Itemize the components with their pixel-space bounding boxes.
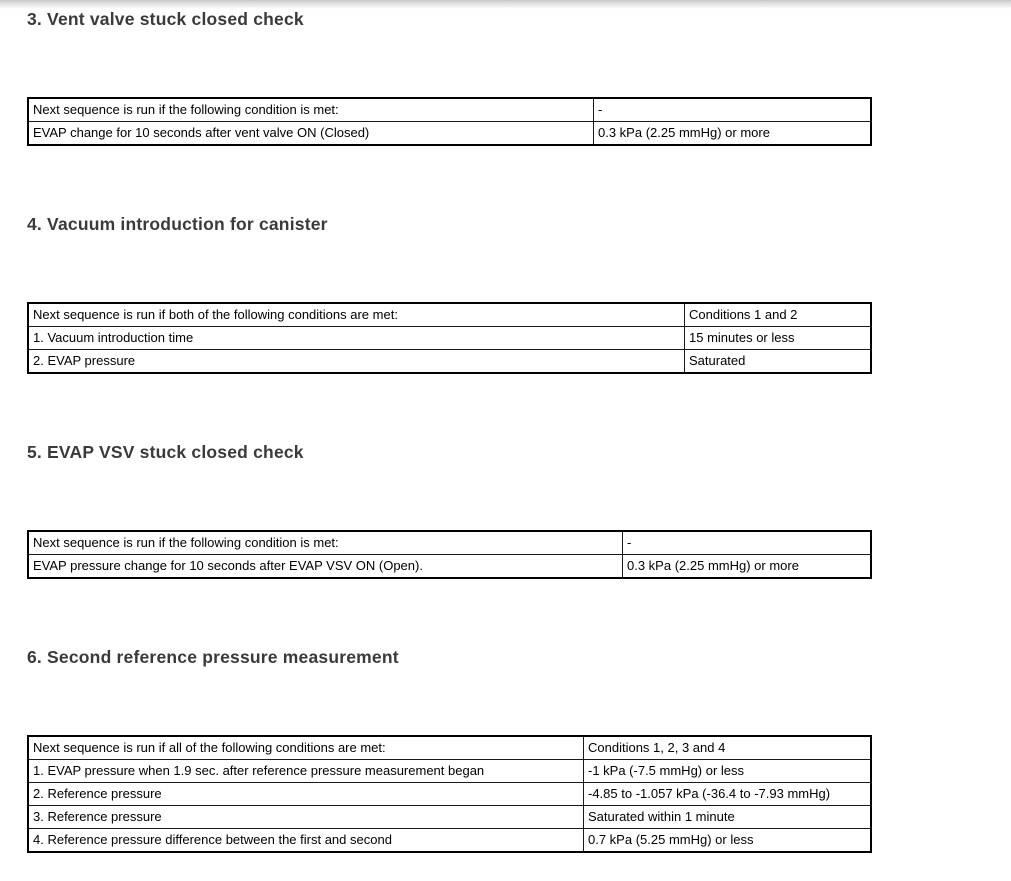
condition-cell: Next sequence is run if all of the following conditions are met: [28, 736, 584, 760]
table-row [28, 327, 871, 350]
condition-cell: 4. Reference pressure difference between the first and second [28, 829, 584, 853]
condition-cell: 1. EVAP pressure when 1.9 sec. after reference pressure measurement began [28, 760, 584, 783]
section-heading-vacuum-introduction-for-canister: 4. Vacuum introduction for canister [27, 214, 328, 234]
value-cell: 0.3 kPa (2.25 mmHg) or more [594, 122, 872, 146]
top-shadow-divider [0, 0, 1011, 9]
value-cell: 0.7 kPa (5.25 mmHg) or less [584, 829, 872, 853]
table-row [28, 760, 871, 783]
value-cell: Saturated [685, 350, 872, 374]
value-cell: 0.3 kPa (2.25 mmHg) or more [623, 555, 872, 579]
section-heading-evap-vsv-stuck-closed-check: 5. EVAP VSV stuck closed check [27, 442, 304, 462]
spec-table-vent-valve-stuck-closed-check [27, 97, 872, 146]
condition-cell: Next sequence is run if both of the following conditions are met: [28, 303, 685, 327]
value-cell: - [623, 531, 872, 555]
document-content [0, 9, 1011, 853]
value-cell: Conditions 1 and 2 [685, 303, 872, 327]
table-row [28, 350, 871, 374]
table-row [28, 531, 871, 555]
condition-cell: 2. EVAP pressure [28, 350, 685, 374]
value-cell: -4.85 to -1.057 kPa (-36.4 to -7.93 mmHg) [584, 783, 872, 806]
table-row [28, 783, 871, 806]
condition-cell: 2. Reference pressure [28, 783, 584, 806]
table-row [28, 555, 871, 579]
value-cell: Conditions 1, 2, 3 and 4 [584, 736, 872, 760]
spec-table-evap-vsv-stuck-closed-check [27, 530, 872, 579]
condition-cell: Next sequence is run if the following condition is met: [28, 531, 623, 555]
table-row [28, 98, 871, 122]
table-row [28, 829, 871, 853]
table-row [28, 806, 871, 829]
table-row [28, 303, 871, 327]
condition-cell: EVAP pressure change for 10 seconds after EVAP VSV ON (Open). [28, 555, 623, 579]
condition-cell: Next sequence is run if the following condition is met: [28, 98, 594, 122]
spec-table-second-reference-pressure-measurement [27, 735, 872, 853]
condition-cell: 1. Vacuum introduction time [28, 327, 685, 350]
condition-cell: EVAP change for 10 seconds after vent valve ON (Closed) [28, 122, 594, 146]
value-cell: -1 kPa (-7.5 mmHg) or less [584, 760, 872, 783]
value-cell: - [594, 98, 872, 122]
section-heading-second-reference-pressure-measurement: 6. Second reference pressure measurement [27, 647, 399, 667]
condition-cell: 3. Reference pressure [28, 806, 584, 829]
value-cell: Saturated within 1 minute [584, 806, 872, 829]
table-row [28, 736, 871, 760]
value-cell: 15 minutes or less [685, 327, 872, 350]
table-row [28, 122, 871, 146]
section-heading-vent-valve-stuck-closed-check: 3. Vent valve stuck closed check [27, 9, 304, 29]
spec-table-vacuum-introduction-for-canister [27, 302, 872, 374]
